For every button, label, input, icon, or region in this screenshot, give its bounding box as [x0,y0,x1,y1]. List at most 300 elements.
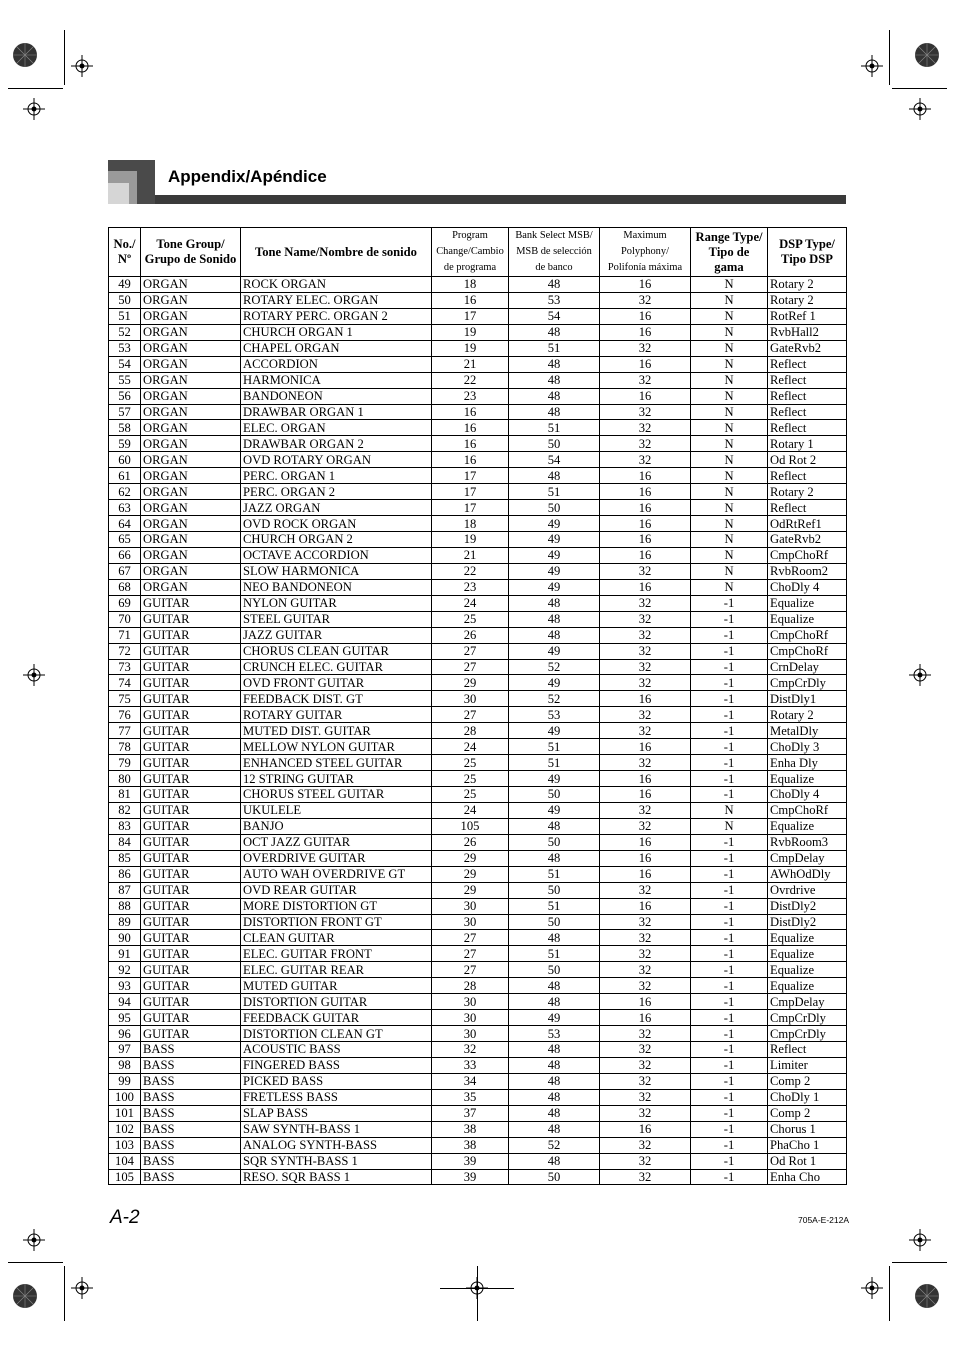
cell-tone-name: ROTARY GUITAR [241,707,432,723]
cell-range-type: N [691,356,768,372]
cell-range-type: -1 [691,1089,768,1105]
cell-bank-select: 50 [509,834,600,850]
table-row [109,1026,847,1042]
cell-max-polyphony: 32 [600,420,691,436]
cell-tone-name: PERC. ORGAN 2 [241,484,432,500]
cell-bank-select: 48 [509,372,600,388]
table-row [109,707,847,723]
cell-max-polyphony: 32 [600,611,691,627]
cell-dsp-type: Chorus 1 [768,1121,847,1137]
cell-number: 85 [109,850,141,866]
cell-range-type: -1 [691,675,768,691]
cell-tone-name: OVERDRIVE GUITAR [241,850,432,866]
cell-tone-name: SAW SYNTH-BASS 1 [241,1121,432,1137]
cell-dsp-type: CmpChoRf [768,627,847,643]
cell-tone-group: ORGAN [141,324,241,340]
cell-number: 75 [109,691,141,707]
cell-bank-select: 49 [509,675,600,691]
cell-tone-name: CHORUS CLEAN GUITAR [241,643,432,659]
cell-tone-name: CHAPEL ORGAN [241,340,432,356]
cell-program-change: 19 [432,324,509,340]
cell-tone-group: GUITAR [141,643,241,659]
cell-bank-select: 49 [509,1010,600,1026]
cell-range-type: N [691,532,768,548]
cell-number: 91 [109,946,141,962]
cell-program-change: 23 [432,388,509,404]
cell-bank-select: 48 [509,1057,600,1073]
col-header-dsp-type: DSP Type/ Tipo DSP [768,228,847,277]
cell-max-polyphony: 32 [600,563,691,579]
table-row [109,324,847,340]
cell-number: 77 [109,723,141,739]
crosshair-icon [909,1229,931,1251]
cell-range-type: N [691,818,768,834]
cell-max-polyphony: 32 [600,755,691,771]
cell-bank-select: 51 [509,340,600,356]
cell-tone-name: DISTORTION GUITAR [241,994,432,1010]
cell-number: 70 [109,611,141,627]
cell-program-change: 18 [432,277,509,293]
cell-number: 52 [109,324,141,340]
cell-number: 94 [109,994,141,1010]
cell-bank-select: 54 [509,452,600,468]
cell-tone-name: MORE DISTORTION GT [241,898,432,914]
cell-range-type: N [691,292,768,308]
table-row [109,834,847,850]
cell-bank-select: 49 [509,579,600,595]
cell-tone-group: ORGAN [141,340,241,356]
cell-number: 68 [109,579,141,595]
cell-dsp-type: CmpDelay [768,850,847,866]
cell-number: 59 [109,436,141,452]
cell-dsp-type: MetalDly [768,723,847,739]
cell-tone-group: ORGAN [141,292,241,308]
cell-range-type: -1 [691,914,768,930]
cell-number: 63 [109,500,141,516]
cell-bank-select: 49 [509,563,600,579]
cell-tone-group: GUITAR [141,946,241,962]
cell-range-type: -1 [691,1169,768,1185]
cell-program-change: 19 [432,532,509,548]
crosshair-icon [71,1277,93,1299]
cell-dsp-type: Reflect [768,500,847,516]
cell-program-change: 30 [432,994,509,1010]
cell-tone-name: CRUNCH ELEC. GUITAR [241,659,432,675]
cell-max-polyphony: 16 [600,547,691,563]
cell-program-change: 28 [432,978,509,994]
cell-max-polyphony: 16 [600,324,691,340]
cell-tone-group: GUITAR [141,755,241,771]
cell-program-change: 24 [432,739,509,755]
cell-bank-select: 51 [509,946,600,962]
cell-max-polyphony: 16 [600,388,691,404]
cell-bank-select: 50 [509,787,600,803]
cell-tone-name: CHORUS STEEL GUITAR [241,787,432,803]
cell-dsp-type: AWhOdDly [768,866,847,882]
cell-bank-select: 49 [509,771,600,787]
cell-max-polyphony: 32 [600,930,691,946]
cell-number: 86 [109,866,141,882]
cell-program-change: 25 [432,771,509,787]
cell-range-type: N [691,404,768,420]
cell-dsp-type: Reflect [768,404,847,420]
cell-tone-name: ENHANCED STEEL GUITAR [241,755,432,771]
cell-range-type: N [691,340,768,356]
cell-number: 81 [109,787,141,803]
cell-range-type: -1 [691,1073,768,1089]
cell-program-change: 105 [432,818,509,834]
cell-tone-group: GUITAR [141,850,241,866]
cell-tone-group: GUITAR [141,882,241,898]
cell-number: 49 [109,277,141,293]
cell-number: 58 [109,420,141,436]
cell-range-type: -1 [691,787,768,803]
cell-range-type: N [691,516,768,532]
header-rule [155,195,846,204]
cell-bank-select: 48 [509,1073,600,1089]
table-row [109,452,847,468]
cell-tone-name: 12 STRING GUITAR [241,771,432,787]
cell-bank-select: 49 [509,532,600,548]
cell-max-polyphony: 32 [600,595,691,611]
cell-tone-name: MELLOW NYLON GUITAR [241,739,432,755]
cell-tone-group: GUITAR [141,1010,241,1026]
table-row [109,994,847,1010]
cell-tone-name: SQR SYNTH-BASS 1 [241,1153,432,1169]
cell-bank-select: 52 [509,659,600,675]
cell-number: 96 [109,1026,141,1042]
cell-bank-select: 50 [509,962,600,978]
cell-max-polyphony: 32 [600,627,691,643]
cell-max-polyphony: 32 [600,1137,691,1153]
cell-max-polyphony: 32 [600,1026,691,1042]
table-row [109,1137,847,1153]
col-header-bank-select: Bank Select MSB/ MSB de selección de banco [509,228,600,277]
cell-range-type: -1 [691,850,768,866]
cell-range-type: -1 [691,1153,768,1169]
cell-tone-name: ROTARY ELEC. ORGAN [241,292,432,308]
table-row [109,1153,847,1169]
cell-tone-name: CHURCH ORGAN 1 [241,324,432,340]
cell-bank-select: 48 [509,356,600,372]
table-row [109,627,847,643]
cell-dsp-type: Comp 2 [768,1105,847,1121]
table-row [109,1121,847,1137]
cell-number: 80 [109,771,141,787]
registration-rosette-icon [12,42,38,68]
cell-dsp-type: RvbRoom3 [768,834,847,850]
cell-range-type: N [691,484,768,500]
cell-range-type: N [691,547,768,563]
cell-range-type: N [691,500,768,516]
cell-max-polyphony: 16 [600,484,691,500]
cell-max-polyphony: 32 [600,659,691,675]
registration-rosette-icon [914,42,940,68]
cell-tone-name: STEEL GUITAR [241,611,432,627]
cell-dsp-type: ChoDly 4 [768,579,847,595]
cell-tone-group: GUITAR [141,691,241,707]
cell-number: 83 [109,818,141,834]
cell-tone-group: GUITAR [141,866,241,882]
cell-number: 104 [109,1153,141,1169]
cell-number: 100 [109,1089,141,1105]
table-row [109,898,847,914]
cell-tone-name: BANJO [241,818,432,834]
cell-tone-name: ELEC. GUITAR FRONT [241,946,432,962]
cell-number: 54 [109,356,141,372]
cell-number: 60 [109,452,141,468]
table-row [109,292,847,308]
table-row [109,404,847,420]
cell-range-type: N [691,579,768,595]
cell-range-type: -1 [691,898,768,914]
cell-tone-group: BASS [141,1121,241,1137]
cell-number: 53 [109,340,141,356]
table-row [109,372,847,388]
cell-program-change: 16 [432,452,509,468]
cell-number: 51 [109,308,141,324]
cell-tone-name: MUTED DIST. GUITAR [241,723,432,739]
cell-bank-select: 48 [509,850,600,866]
cell-bank-select: 48 [509,595,600,611]
table-row [109,755,847,771]
cell-range-type: -1 [691,707,768,723]
cell-tone-group: GUITAR [141,834,241,850]
cell-range-type: -1 [691,1010,768,1026]
cell-tone-group: BASS [141,1042,241,1058]
cell-tone-group: GUITAR [141,595,241,611]
cell-number: 55 [109,372,141,388]
crosshair-icon [23,1229,45,1251]
cell-max-polyphony: 16 [600,468,691,484]
cell-bank-select: 48 [509,1105,600,1121]
cell-dsp-type: Rotary 2 [768,277,847,293]
cell-dsp-type: Equalize [768,962,847,978]
table-row [109,882,847,898]
cell-tone-name: CHURCH ORGAN 2 [241,532,432,548]
cell-tone-name: NYLON GUITAR [241,595,432,611]
cell-program-change: 25 [432,755,509,771]
cell-program-change: 17 [432,308,509,324]
cell-tone-group: BASS [141,1057,241,1073]
cell-tone-group: ORGAN [141,372,241,388]
cell-number: 82 [109,802,141,818]
cell-range-type: -1 [691,978,768,994]
cell-dsp-type: GateRvb2 [768,532,847,548]
cell-tone-group: GUITAR [141,787,241,803]
cell-tone-name: BANDONEON [241,388,432,404]
cell-range-type: -1 [691,882,768,898]
crosshair-icon [861,1277,883,1299]
cell-tone-group: BASS [141,1169,241,1185]
cell-range-type: -1 [691,643,768,659]
table-row [109,516,847,532]
cell-dsp-type: Od Rot 1 [768,1153,847,1169]
cell-range-type: N [691,372,768,388]
table-row [109,771,847,787]
cell-tone-name: FRETLESS BASS [241,1089,432,1105]
cell-bank-select: 51 [509,755,600,771]
cell-tone-name: SLOW HARMONICA [241,563,432,579]
cell-max-polyphony: 16 [600,850,691,866]
cell-program-change: 33 [432,1057,509,1073]
cell-tone-group: ORGAN [141,500,241,516]
table-row [109,308,847,324]
table-row [109,277,847,293]
cell-bank-select: 50 [509,1169,600,1185]
cell-number: 101 [109,1105,141,1121]
cell-bank-select: 48 [509,1042,600,1058]
cell-max-polyphony: 16 [600,898,691,914]
cell-program-change: 35 [432,1089,509,1105]
cell-program-change: 38 [432,1121,509,1137]
cell-number: 88 [109,898,141,914]
cell-bank-select: 48 [509,404,600,420]
cell-bank-select: 48 [509,468,600,484]
cell-number: 99 [109,1073,141,1089]
cell-number: 71 [109,627,141,643]
table-row [109,500,847,516]
cell-number: 73 [109,659,141,675]
cell-program-change: 19 [432,340,509,356]
table-row [109,484,847,500]
cell-program-change: 16 [432,404,509,420]
table-body [109,277,847,1185]
cell-tone-name: ELEC. ORGAN [241,420,432,436]
cell-range-type: -1 [691,930,768,946]
cell-range-type: -1 [691,755,768,771]
cell-dsp-type: ChoDly 3 [768,739,847,755]
cell-program-change: 24 [432,595,509,611]
table-row [109,930,847,946]
cell-max-polyphony: 32 [600,452,691,468]
table-row [109,1105,847,1121]
cell-bank-select: 54 [509,308,600,324]
cell-dsp-type: RvbRoom2 [768,563,847,579]
cell-dsp-type: RotRef 1 [768,308,847,324]
table-row [109,787,847,803]
cell-program-change: 29 [432,866,509,882]
cell-number: 76 [109,707,141,723]
cell-dsp-type: ChoDly 1 [768,1089,847,1105]
cell-program-change: 27 [432,707,509,723]
cell-range-type: N [691,324,768,340]
table-row [109,1089,847,1105]
cell-number: 92 [109,962,141,978]
cell-range-type: -1 [691,1121,768,1137]
cell-program-change: 16 [432,436,509,452]
cell-tone-group: BASS [141,1137,241,1153]
cell-program-change: 28 [432,723,509,739]
cell-max-polyphony: 16 [600,834,691,850]
cell-program-change: 34 [432,1073,509,1089]
cell-tone-name: ACCORDION [241,356,432,372]
cell-max-polyphony: 16 [600,1010,691,1026]
cell-max-polyphony: 32 [600,643,691,659]
table-row [109,611,847,627]
cell-tone-group: GUITAR [141,707,241,723]
cell-program-change: 17 [432,468,509,484]
cell-tone-name: OVD ROTARY ORGAN [241,452,432,468]
cell-dsp-type: RvbHall2 [768,324,847,340]
cell-dsp-type: ChoDly 4 [768,787,847,803]
cell-max-polyphony: 16 [600,866,691,882]
crosshair-icon [861,55,883,77]
cell-bank-select: 51 [509,739,600,755]
cell-bank-select: 50 [509,914,600,930]
cell-tone-name: OVD FRONT GUITAR [241,675,432,691]
cell-program-change: 30 [432,914,509,930]
cell-number: 66 [109,547,141,563]
table-row [109,739,847,755]
cell-tone-name: OVD REAR GUITAR [241,882,432,898]
cell-tone-group: BASS [141,1089,241,1105]
cell-bank-select: 48 [509,1089,600,1105]
cell-program-change: 27 [432,962,509,978]
table-row [109,563,847,579]
cell-dsp-type: OdRtRef1 [768,516,847,532]
cell-range-type: N [691,802,768,818]
cell-bank-select: 49 [509,723,600,739]
cell-bank-select: 49 [509,547,600,563]
header-block-decoration [108,183,129,204]
cell-program-change: 39 [432,1169,509,1185]
cell-program-change: 17 [432,500,509,516]
cell-number: 56 [109,388,141,404]
table-row [109,659,847,675]
cell-max-polyphony: 16 [600,579,691,595]
cell-bank-select: 48 [509,1121,600,1137]
cell-tone-name: FINGERED BASS [241,1057,432,1073]
cell-max-polyphony: 16 [600,516,691,532]
cell-dsp-type: Equalize [768,611,847,627]
cell-max-polyphony: 16 [600,1121,691,1137]
cell-max-polyphony: 32 [600,1057,691,1073]
cell-dsp-type: CmpChoRf [768,547,847,563]
cell-program-change: 25 [432,787,509,803]
cell-range-type: N [691,388,768,404]
cell-range-type: N [691,452,768,468]
cell-bank-select: 48 [509,277,600,293]
cell-max-polyphony: 32 [600,404,691,420]
tone-list-table [108,227,847,1185]
cell-number: 97 [109,1042,141,1058]
cell-program-change: 27 [432,930,509,946]
cell-max-polyphony: 32 [600,436,691,452]
cell-number: 67 [109,563,141,579]
cell-range-type: -1 [691,946,768,962]
cell-program-change: 26 [432,627,509,643]
cell-max-polyphony: 32 [600,962,691,978]
table-row [109,436,847,452]
center-mark-line [477,1266,478,1321]
cell-tone-group: GUITAR [141,611,241,627]
cell-bank-select: 49 [509,643,600,659]
cell-tone-name: MUTED GUITAR [241,978,432,994]
cell-range-type: -1 [691,834,768,850]
table-row [109,388,847,404]
cell-max-polyphony: 32 [600,802,691,818]
cell-dsp-type: Enha Cho [768,1169,847,1185]
cell-program-change: 25 [432,611,509,627]
cell-max-polyphony: 16 [600,308,691,324]
cell-dsp-type: Equalize [768,595,847,611]
cell-tone-name: AUTO WAH OVERDRIVE GT [241,866,432,882]
section-title: Appendix/Apéndice [168,167,327,186]
cell-tone-name: PICKED BASS [241,1073,432,1089]
cell-bank-select: 50 [509,436,600,452]
cell-tone-group: GUITAR [141,818,241,834]
